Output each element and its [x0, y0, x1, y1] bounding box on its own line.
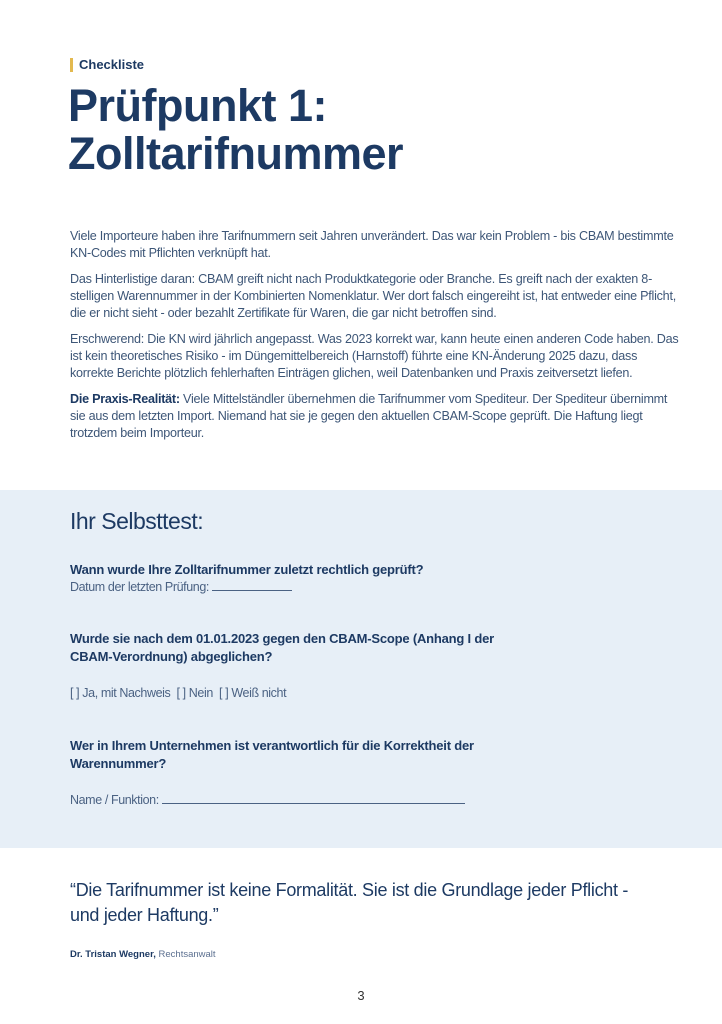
- paragraph: Viele Importeure haben ihre Tarifnummern seit Jahren unverändert. Das war kein Problem - bis CBAM bestimmte KN-Codes mit Pflichten verknüpft hat.: [70, 229, 674, 260]
- page-title: Prüfpunkt 1: Zolltarifnummer: [68, 80, 404, 179]
- section-kicker: [70, 57, 144, 72]
- page-number: 3: [357, 988, 365, 1003]
- quote-author: Dr. Tristan Wegner, Rechtsanwalt: [70, 949, 216, 960]
- answer-blank[interactable]: [162, 793, 465, 804]
- answer-3-field[interactable]: Name / Funktion:: [70, 793, 465, 807]
- paragraph: Das Hinterlistige daran: CBAM greift nicht nach Produktkategorie oder Branche. Es greift nach der exakten 8-stelligen Warennummer in der Kombinierten Nomenklatur. Wer dort falsch eingereiht ist, hat entweder eine Pflicht, die er nicht sieht - oder bezahlt Zertifikate für Waren, die gar nicht betroffen sind.: [70, 272, 676, 320]
- question-3: Wer in Ihrem Unternehmen ist verantwortlich für die Korrektheit der Warennummer?: [70, 738, 474, 771]
- kicker-label: Checkliste: [79, 57, 145, 72]
- answer-2-options[interactable]: [ ] Ja, mit Nachweis [ ] Nein [ ] Weiß nicht: [70, 686, 287, 700]
- selftest-heading: Ihr Selbsttest:: [70, 508, 204, 534]
- body-text: [70, 228, 682, 451]
- accent-bar: [70, 58, 73, 72]
- selftest-box: [0, 490, 722, 848]
- praxis-paragraph: Die Praxis-Realität: Viele Mittelständler übernehmen die Tarifnummer vom Spediteur. Der Spediteur übernimmt sie aus dem letzten Import. Niemand hat sie je gegen den aktuellen CBAM-Scope geprüft. Die Haftung liegt trotzdem beim Importeur.: [70, 392, 668, 440]
- question-1: Wann wurde Ihre Zolltarifnummer zuletzt rechtlich geprüft?: [70, 562, 424, 577]
- quote: “Die Tarifnummer ist keine Formalität. Sie ist die Grundlage jeder Pflicht - und jeder Haftung.”: [70, 880, 629, 925]
- answer-blank[interactable]: [212, 580, 292, 591]
- paragraph: Erschwerend: Die KN wird jährlich angepasst. Was 2023 korrekt war, kann heute einen anderen Code haben. Das ist kein theoretisches Risiko - im Düngemittelbereich (Harnstoff) führte eine KN-Änderung 2025 dazu, dass korrekte Berichte plötzlich fehlerhaften Einträgen glichen, weil Datenbanken und Praxis zeitversetzt liefen.: [70, 332, 679, 380]
- question-2: Wurde sie nach dem 01.01.2023 gegen den CBAM-Scope (Anhang I der CBAM-Verordnung) abgeglichen?: [70, 631, 495, 664]
- answer-1-field[interactable]: Datum der letzten Prüfung:: [70, 580, 292, 594]
